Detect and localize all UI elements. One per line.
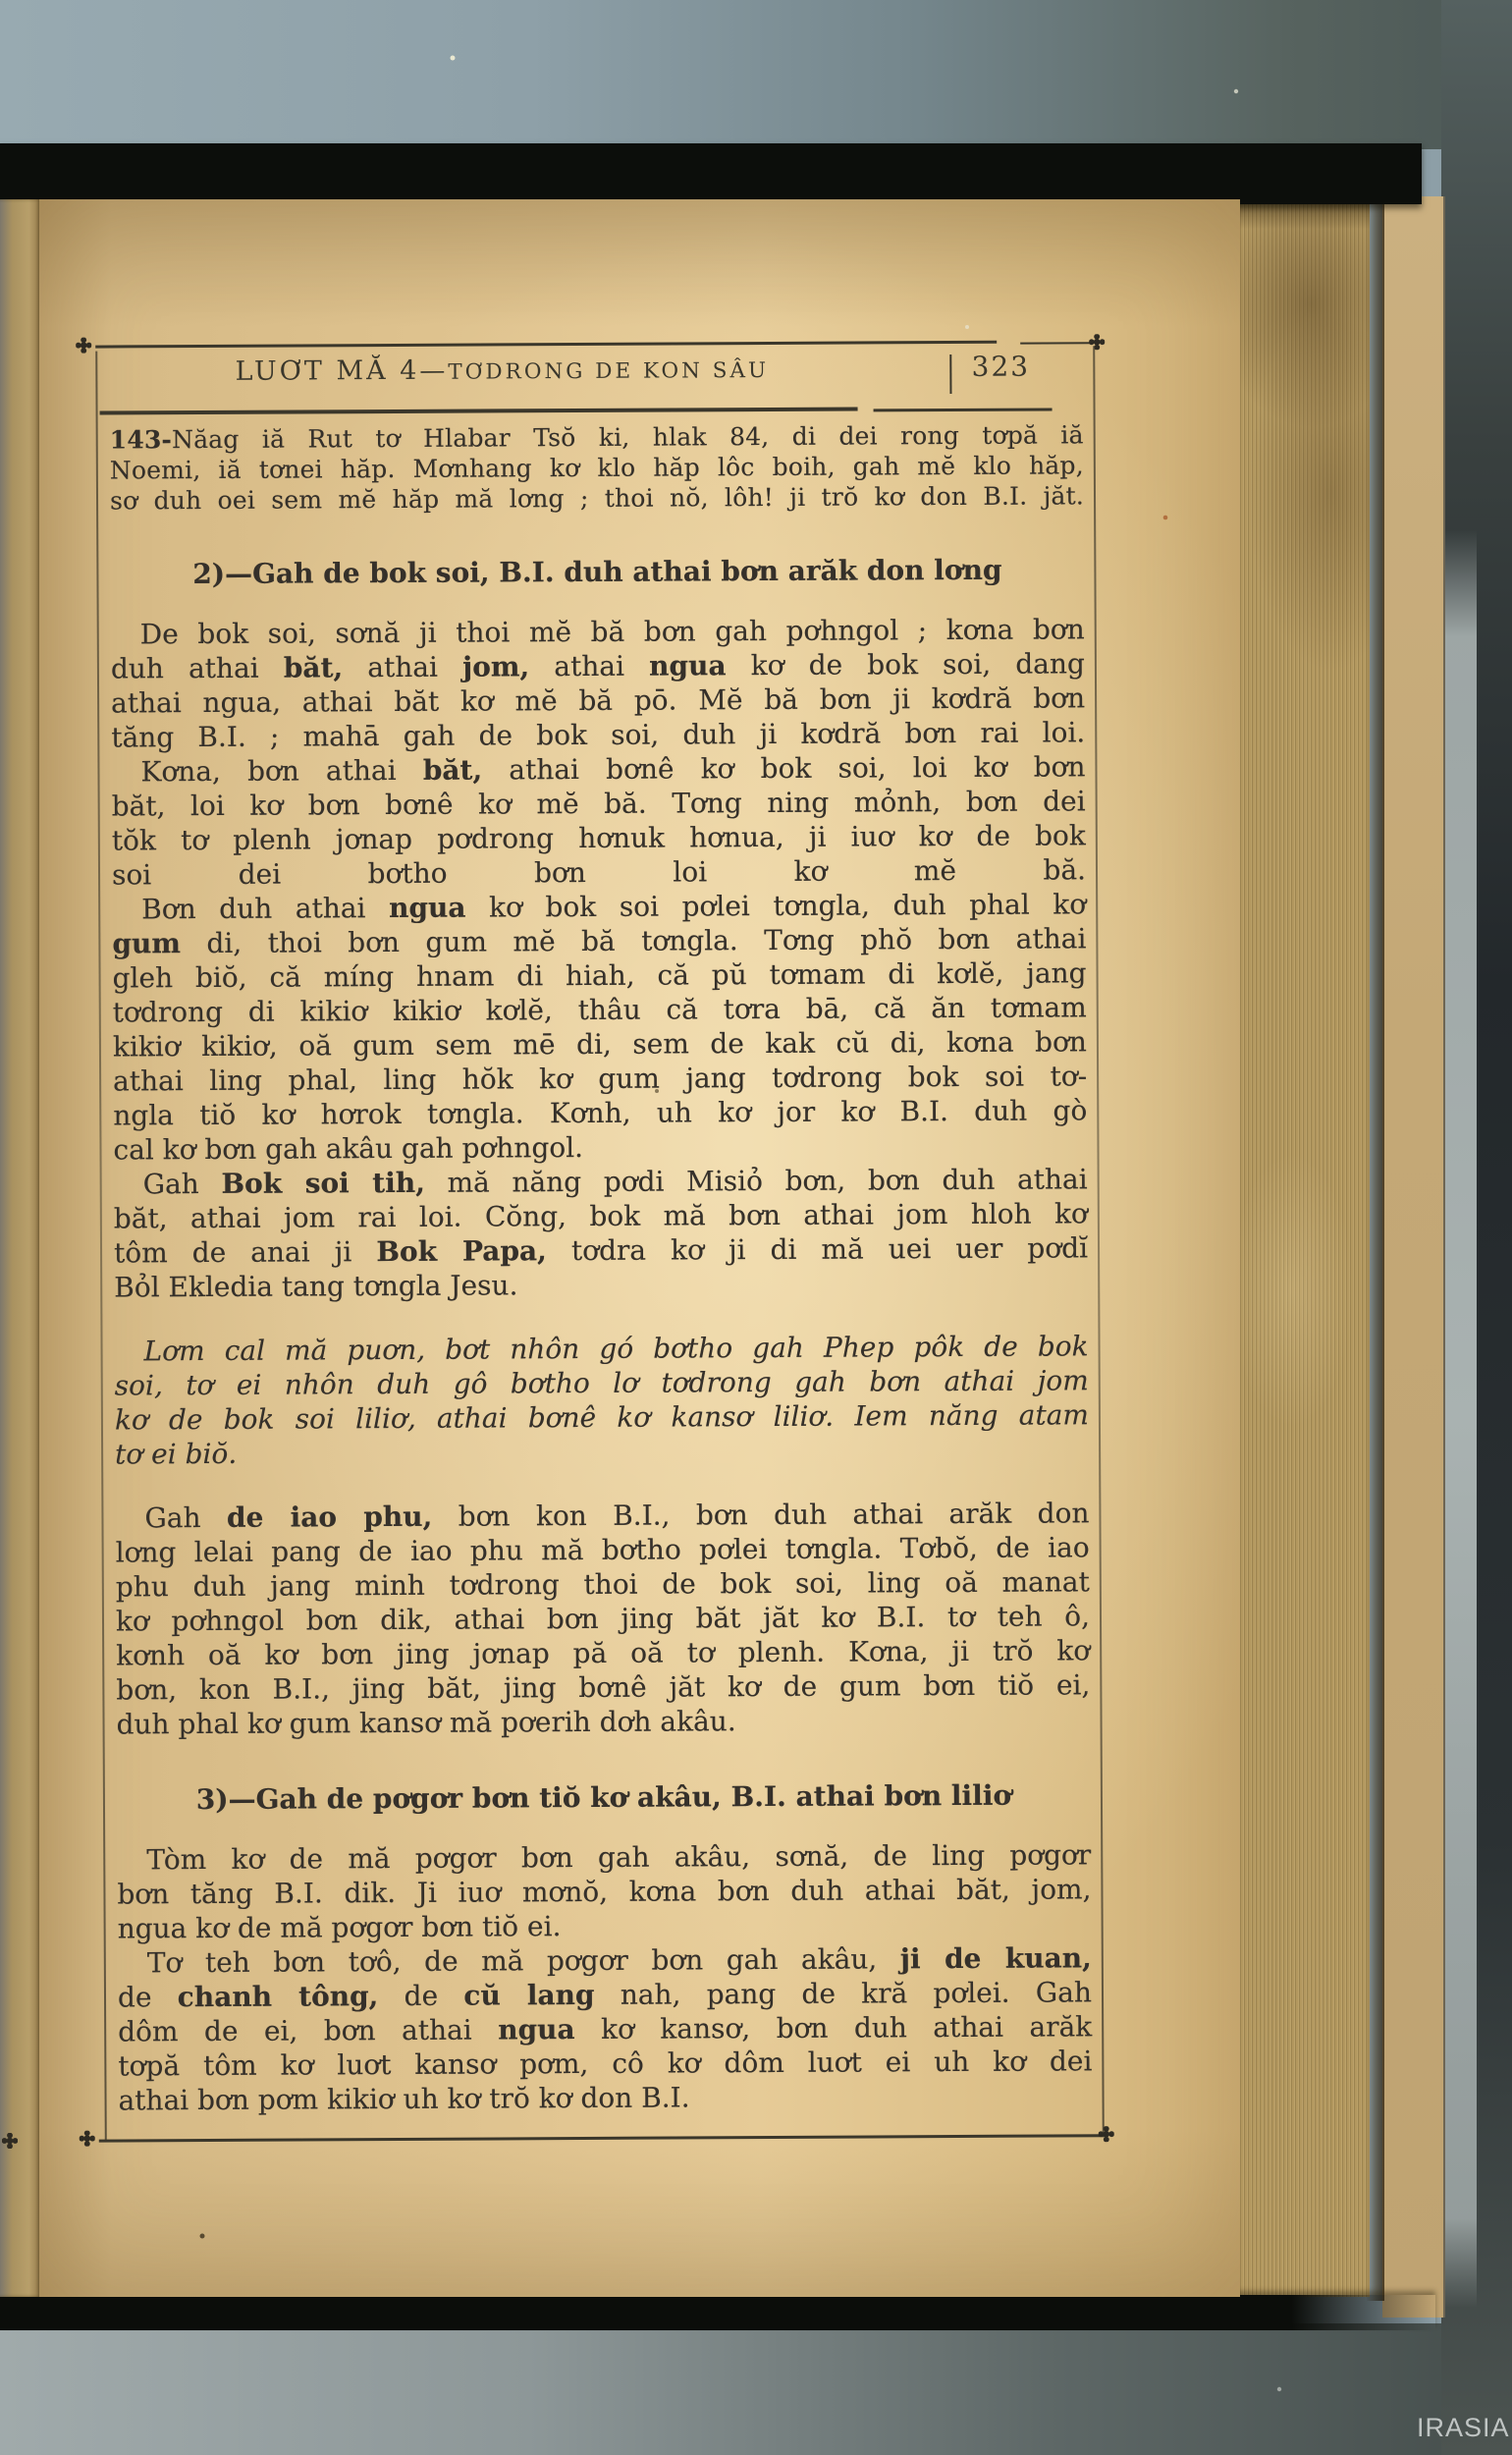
fleuron-icon bbox=[80, 2131, 95, 2147]
fleuron-icon bbox=[76, 338, 91, 354]
text-line bbox=[111, 612, 1085, 651]
text-line bbox=[114, 1196, 1088, 1235]
bold-text-run: 3)—Gah de pơgơr bơn tiŏ kơ akâu, B.I. athai bơn liliơ bbox=[195, 1778, 1012, 1817]
text-run: tăng B.I. ; mahā gah de bok soi, duh ji kơdră bơn rai loi. bbox=[111, 716, 1086, 754]
text-run: duh athai bbox=[110, 651, 284, 685]
text-line bbox=[118, 1906, 1092, 1945]
paragraph bbox=[118, 1940, 1093, 2117]
text-line bbox=[110, 419, 1084, 455]
text-line bbox=[117, 1837, 1091, 1877]
text-run: di, thoi bơn gum mĕ bă tơngla. Tơng phŏ bơn athai bbox=[180, 922, 1087, 960]
text-run: ngua kơ de mă pơgơr bơn tiŏ ei. bbox=[117, 1910, 562, 1945]
text-run: phu duh jang minh tơdrong thoi de bok soi, ling oă manat bbox=[115, 1565, 1090, 1604]
paragraph bbox=[114, 1329, 1089, 1471]
text-line bbox=[115, 1496, 1089, 1535]
text-run: tŏk tơ plenh jơnap pơdrong hơnuk hơnua, ji iuơ kơ de bok bbox=[111, 819, 1086, 857]
text-line bbox=[113, 1059, 1087, 1098]
paragraph bbox=[110, 419, 1084, 516]
text-line bbox=[112, 784, 1086, 823]
book-fore-edge bbox=[1240, 199, 1370, 2297]
text-line bbox=[115, 1397, 1089, 1437]
text-run: Lơm cal mă puơn, bơt nhôn gó bơtho gah Phep pôk de bok bbox=[143, 1330, 1089, 1368]
text-run: Gah bbox=[144, 1500, 228, 1535]
bold-text-run: cŭ lang bbox=[463, 1978, 595, 2012]
fleuron-icon bbox=[1099, 2126, 1114, 2142]
text-line bbox=[113, 1024, 1087, 1064]
text-run: soi dei bơtho bơn loi kơ mĕ bă. bbox=[111, 853, 1087, 892]
text-run: kikiơ kikiơ, oă gum sem mē di, sem de kak cŭ di, kơna bơn bbox=[112, 1025, 1088, 1064]
text-run: băt, loi kơ bơn bơnê kơ mĕ bă. Tơng ning mỏnh, bơn dei bbox=[111, 785, 1086, 823]
paragraph bbox=[111, 612, 1086, 754]
text-line bbox=[116, 1564, 1090, 1604]
top-rule bbox=[95, 341, 997, 348]
text-line bbox=[111, 646, 1085, 685]
text-line bbox=[111, 715, 1085, 754]
book-bottom-edge bbox=[0, 2295, 1435, 2330]
running-head-chapter: TƠDRONG DE KON SÂU bbox=[448, 357, 770, 385]
text-line bbox=[116, 1530, 1090, 1569]
text-run: Tòm kơ de mă pơgơr bơn gah akâu, sơnă, de ling pơgơr bbox=[146, 1838, 1092, 1877]
text-line bbox=[116, 1702, 1090, 1741]
text-run: athai ngua, athai băt kơ mĕ bă pō. Mĕ bă bơn ji kơdră bơn bbox=[111, 682, 1086, 720]
text-line bbox=[112, 818, 1086, 857]
bold-text-run: de iao phu, bbox=[226, 1500, 433, 1534]
top-rule-right-segment bbox=[1020, 342, 1093, 344]
text-line bbox=[110, 450, 1084, 485]
text-run: soi, tơ ei nhôn duh gô bơtho lơ tơdrong gah bơn athai jom bbox=[114, 1364, 1089, 1402]
running-head-book: LUƠT MĂ 4 bbox=[235, 355, 420, 387]
fleuron-icon bbox=[1089, 334, 1105, 350]
text-line bbox=[118, 2009, 1092, 2048]
bold-text-run: băt, bbox=[422, 753, 483, 787]
text-line bbox=[116, 1633, 1090, 1672]
text-run: kơ kansơ, bơn duh athai arăk bbox=[574, 2010, 1093, 2046]
text-run: sơ duh oei sem mĕ hăp mă lơng ; thoi nŏ, lôh! ji trŏ kơ don B.I. jăt. bbox=[109, 481, 1085, 516]
bold-text-run: Bok Papa, bbox=[376, 1234, 547, 1269]
text-line bbox=[118, 2078, 1092, 2117]
paragraph bbox=[115, 1496, 1090, 1741]
text-run: athai ling phal, ling hŏk kơ gum jang tơdrong bok soi tơ- bbox=[113, 1060, 1088, 1098]
scanner-background-bottom bbox=[0, 2323, 1512, 2455]
dust-specks bbox=[0, 0, 2, 2]
bold-text-run: gum bbox=[112, 927, 182, 960]
text-line bbox=[112, 852, 1086, 892]
fore-edge-shadow bbox=[1367, 199, 1384, 2301]
text-line bbox=[113, 990, 1087, 1029]
text-line bbox=[115, 1363, 1089, 1402]
text-run: de bbox=[378, 1979, 464, 2013]
text-run: bơn kon B.I., bơn duh athai arăk don bbox=[432, 1497, 1090, 1533]
irasia-watermark: IRASIA bbox=[1417, 2413, 1510, 2442]
text-run: Bơn duh athai bbox=[141, 892, 390, 926]
left-frame-line bbox=[95, 352, 107, 2143]
text-run: athai bbox=[529, 649, 650, 683]
text-block bbox=[110, 419, 1093, 2117]
bold-text-run: jom, bbox=[461, 650, 530, 683]
text-line bbox=[116, 1667, 1090, 1707]
bold-text-run: 143- bbox=[109, 425, 173, 455]
text-run: tơ ei biŏ. bbox=[115, 1437, 238, 1471]
text-run: De bok soi, sơnă ji thoi mĕ bă bơn gah pơhngol ; kơna bơn bbox=[139, 613, 1085, 651]
text-run: kơ pơhngol bơn dik, athai bơn jing băt jăt kơ B.I. tơ teh ô, bbox=[115, 1600, 1091, 1638]
text-run: mă năng pơdi Misiỏ bơn, bơn duh athai bbox=[424, 1163, 1088, 1199]
back-cover-edge bbox=[1382, 196, 1445, 2318]
bold-text-run: Bok soi tih, bbox=[221, 1166, 426, 1200]
section-heading bbox=[117, 1777, 1091, 1817]
text-line bbox=[114, 1329, 1088, 1368]
text-line bbox=[110, 480, 1084, 516]
text-run: tơpă tôm kơ luơt kansơ pơm, cô kơ dôm luơt ei uh kơ dei bbox=[118, 2045, 1093, 2083]
text-run: kơnh oă kơ bơn jing jơnap pă oă tơ plenh. Kơna, ji trŏ kơ bbox=[116, 1634, 1091, 1672]
running-head-dash: — bbox=[419, 355, 449, 386]
text-run: athai bbox=[343, 650, 463, 684]
text-line bbox=[118, 1940, 1092, 1980]
page bbox=[39, 199, 1240, 2297]
text-run: bơn, kon B.I., jing băt, jing bơnê jăt kơ de gum bơn tiŏ ei, bbox=[116, 1668, 1091, 1707]
text-run: ngla tiŏ kơ hơrok tơngla. Kơnh, uh kơ jor kơ B.I. duh gò bbox=[113, 1094, 1088, 1132]
text-run: kơ de bok soi, dang bbox=[726, 647, 1085, 682]
text-run: duh phal kơ gum kansơ mă pơerih dơh akâu. bbox=[116, 1705, 736, 1741]
text-line bbox=[113, 1093, 1087, 1132]
text-run: nah, pang de kră pơlei. Gah bbox=[594, 1976, 1093, 2011]
text-run: Noemi, iă tơnei hăp. Mơnhang kơ klo hăp lôc boih, gah mĕ klo hăp, bbox=[109, 451, 1084, 485]
text-run: gleh biŏ, că míng hnam di hiah, că pŭ tơmam di kơlĕ, jang bbox=[112, 956, 1087, 995]
text-line bbox=[112, 955, 1086, 995]
underlying-page-edge bbox=[0, 199, 41, 2297]
bottom-rule bbox=[99, 2134, 1105, 2142]
text-line bbox=[114, 1230, 1088, 1270]
bold-text-run: chanh tông, bbox=[177, 1980, 379, 2014]
text-line bbox=[115, 1432, 1089, 1471]
text-run: dôm de ei, bơn athai bbox=[118, 2013, 499, 2048]
fleuron-icon bbox=[2, 2133, 18, 2149]
text-run: tơdrong di kikiơ kikiơ kơlĕ, thâu că tơra bā, că ăn tơmam bbox=[112, 991, 1087, 1029]
text-line bbox=[114, 1265, 1088, 1304]
text-line bbox=[111, 749, 1085, 789]
text-run: cal kơ bơn gah akâu gah pơhngol. bbox=[113, 1130, 584, 1167]
text-run: kơ bok soi pơlei tơngla, duh phal kơ bbox=[465, 888, 1087, 924]
text-run: bơn tăng B.I. dik. Ji iuơ mơnŏ, kơna bơn duh athai băt, jom, bbox=[117, 1873, 1092, 1911]
bold-text-run: ngua bbox=[649, 649, 727, 682]
text-line bbox=[113, 1127, 1087, 1167]
text-run: Năag iă Rut tơ Hlabar Tsŏ ki, hlak 84, di dei rong tơpă iă bbox=[172, 420, 1084, 455]
bold-text-run: 2)—Gah de bok soi, B.I. duh athai bơn arăk don lơng bbox=[192, 553, 1002, 591]
running-head bbox=[109, 353, 894, 387]
text-line bbox=[118, 1975, 1092, 2014]
text-run: Gah bbox=[142, 1167, 222, 1201]
text-run: Bỏl Ekledia tang tơngla Jesu. bbox=[114, 1269, 518, 1304]
bold-text-run: ji de kuan, bbox=[899, 1941, 1092, 1976]
paragraph bbox=[112, 887, 1087, 1167]
printed-content bbox=[37, 195, 1249, 2299]
text-run: athai bơn pơm kikiơ uh kơ trŏ kơ don B.I. bbox=[118, 2081, 690, 2117]
bold-text-run: băt, bbox=[283, 651, 344, 684]
text-line bbox=[114, 1162, 1088, 1201]
header-rule-right-segment bbox=[874, 408, 1053, 410]
text-run: de bbox=[117, 1981, 178, 2014]
text-run: băt, athai jom rai loi. Cŏng, bok mă bơn athai jom hloh kơ bbox=[113, 1197, 1088, 1235]
paragraph bbox=[111, 749, 1086, 892]
text-run: lơng lelai pang de iao phu mă bơtho pơlei tơngla. Tơbŏ, de iao bbox=[115, 1531, 1090, 1569]
section bbox=[110, 552, 1084, 591]
paragraph bbox=[114, 1162, 1089, 1304]
page-number: 323 bbox=[971, 350, 1031, 383]
text-line bbox=[117, 1872, 1091, 1911]
text-run: tơdra kơ ji di mă uei uer pơdĭ bbox=[546, 1231, 1089, 1268]
right-frame-line bbox=[1093, 346, 1105, 2137]
section bbox=[117, 1777, 1091, 1817]
section-heading bbox=[110, 552, 1084, 591]
paragraph bbox=[117, 1837, 1092, 1945]
bold-text-run: ngua bbox=[498, 2013, 575, 2046]
text-run: kơ de bok soi liliơ, athai bơnê kơ kansơ liliơ. Iem năng atam bbox=[114, 1398, 1090, 1437]
text-run: Kơna, bơn athai bbox=[140, 753, 423, 789]
text-run: Tơ teh bơn tơô, de mă pơgơr bơn gah akâu, bbox=[146, 1942, 900, 1980]
bold-text-run: ngua bbox=[388, 891, 466, 925]
scanner-background-top bbox=[0, 0, 1512, 149]
text-run: tôm de anai ji bbox=[113, 1235, 377, 1270]
text-line bbox=[112, 921, 1086, 960]
text-line bbox=[116, 1599, 1090, 1638]
text-line bbox=[111, 681, 1085, 720]
header-rule bbox=[100, 408, 858, 415]
text-line bbox=[112, 887, 1086, 926]
text-line bbox=[118, 2044, 1092, 2083]
text-run: athai bơnê kơ bok soi, loi kơ bơn bbox=[482, 750, 1086, 787]
scanner-glass-highlight bbox=[1443, 530, 1477, 2308]
